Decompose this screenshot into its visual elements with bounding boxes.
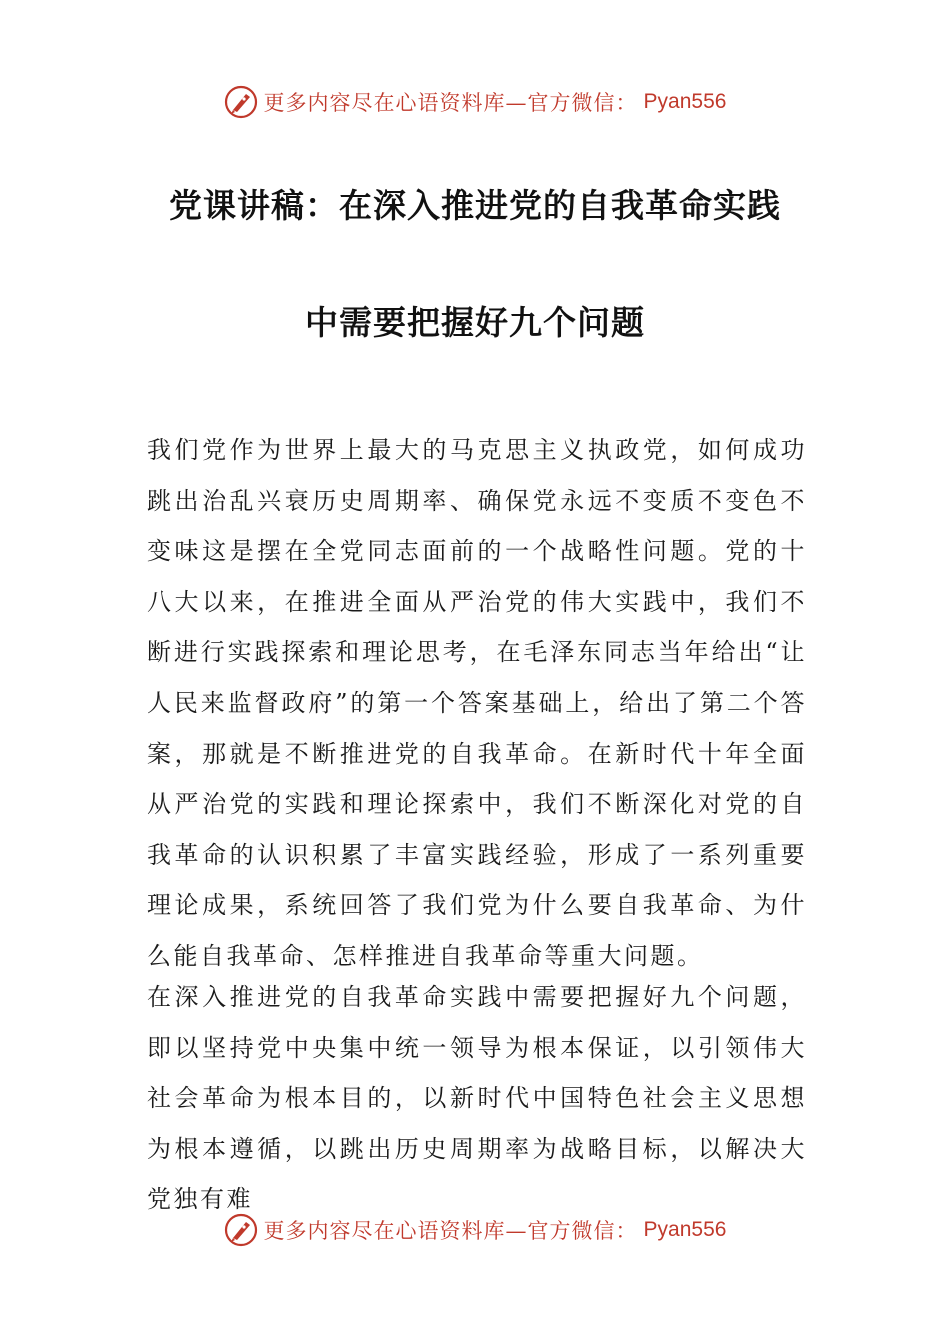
pen-nib-icon — [224, 85, 258, 119]
banner-text: 更多内容尽在心语资料库—官方微信： — [263, 1219, 638, 1243]
banner-wechat-id: Pyan556 — [643, 1218, 727, 1241]
footer-banner — [0, 1210, 950, 1250]
banner-wechat-id: Pyan556 — [643, 90, 727, 113]
header-banner — [0, 82, 950, 122]
body-paragraph-1: 我们党作为世界上最大的马克思主义执政党，如何成功跳出治乱兴衰历史周期率、确保党永远不变质不变色不变味这是摆在全党同志面前的一个战略性问题。党的十八大以来，在推进全面从严治党的伟大实践中，我们不断进行实践探索和理论思考，在毛泽东同志当年给出“让人民来监督政府”的第一个答案基础上，给出了第二个答案，那就是不断推进党的自我革命。在新时代十年全面从严治党的实践和理论探索中，我们不断深化对党的自我革命的认识积累了丰富实践经验，形成了一系列重要理论成果，系统回答了我们党为什么要自我革命、为什么能自我革命、怎样推进自我革命等重大问题。 — [147, 436, 807, 970]
document-title-line-2: 中需要把握好九个问题 — [305, 303, 645, 342]
document-title-line-1: 党课讲稿：在深入推进党的自我革命实践 — [169, 186, 781, 225]
pen-nib-icon — [224, 1213, 258, 1247]
banner-text: 更多内容尽在心语资料库—官方微信： — [263, 91, 638, 115]
body-paragraph-2: 在深入推进党的自我革命实践中需要把握好九个问题，即以坚持党中央集中统一领导为根本保证，以引领伟大社会革命为根本目的，以新时代中国特色社会主义思想为根本遵循，以跳出历史周期率为战略目标，以解决大党独有难 — [147, 983, 807, 1214]
